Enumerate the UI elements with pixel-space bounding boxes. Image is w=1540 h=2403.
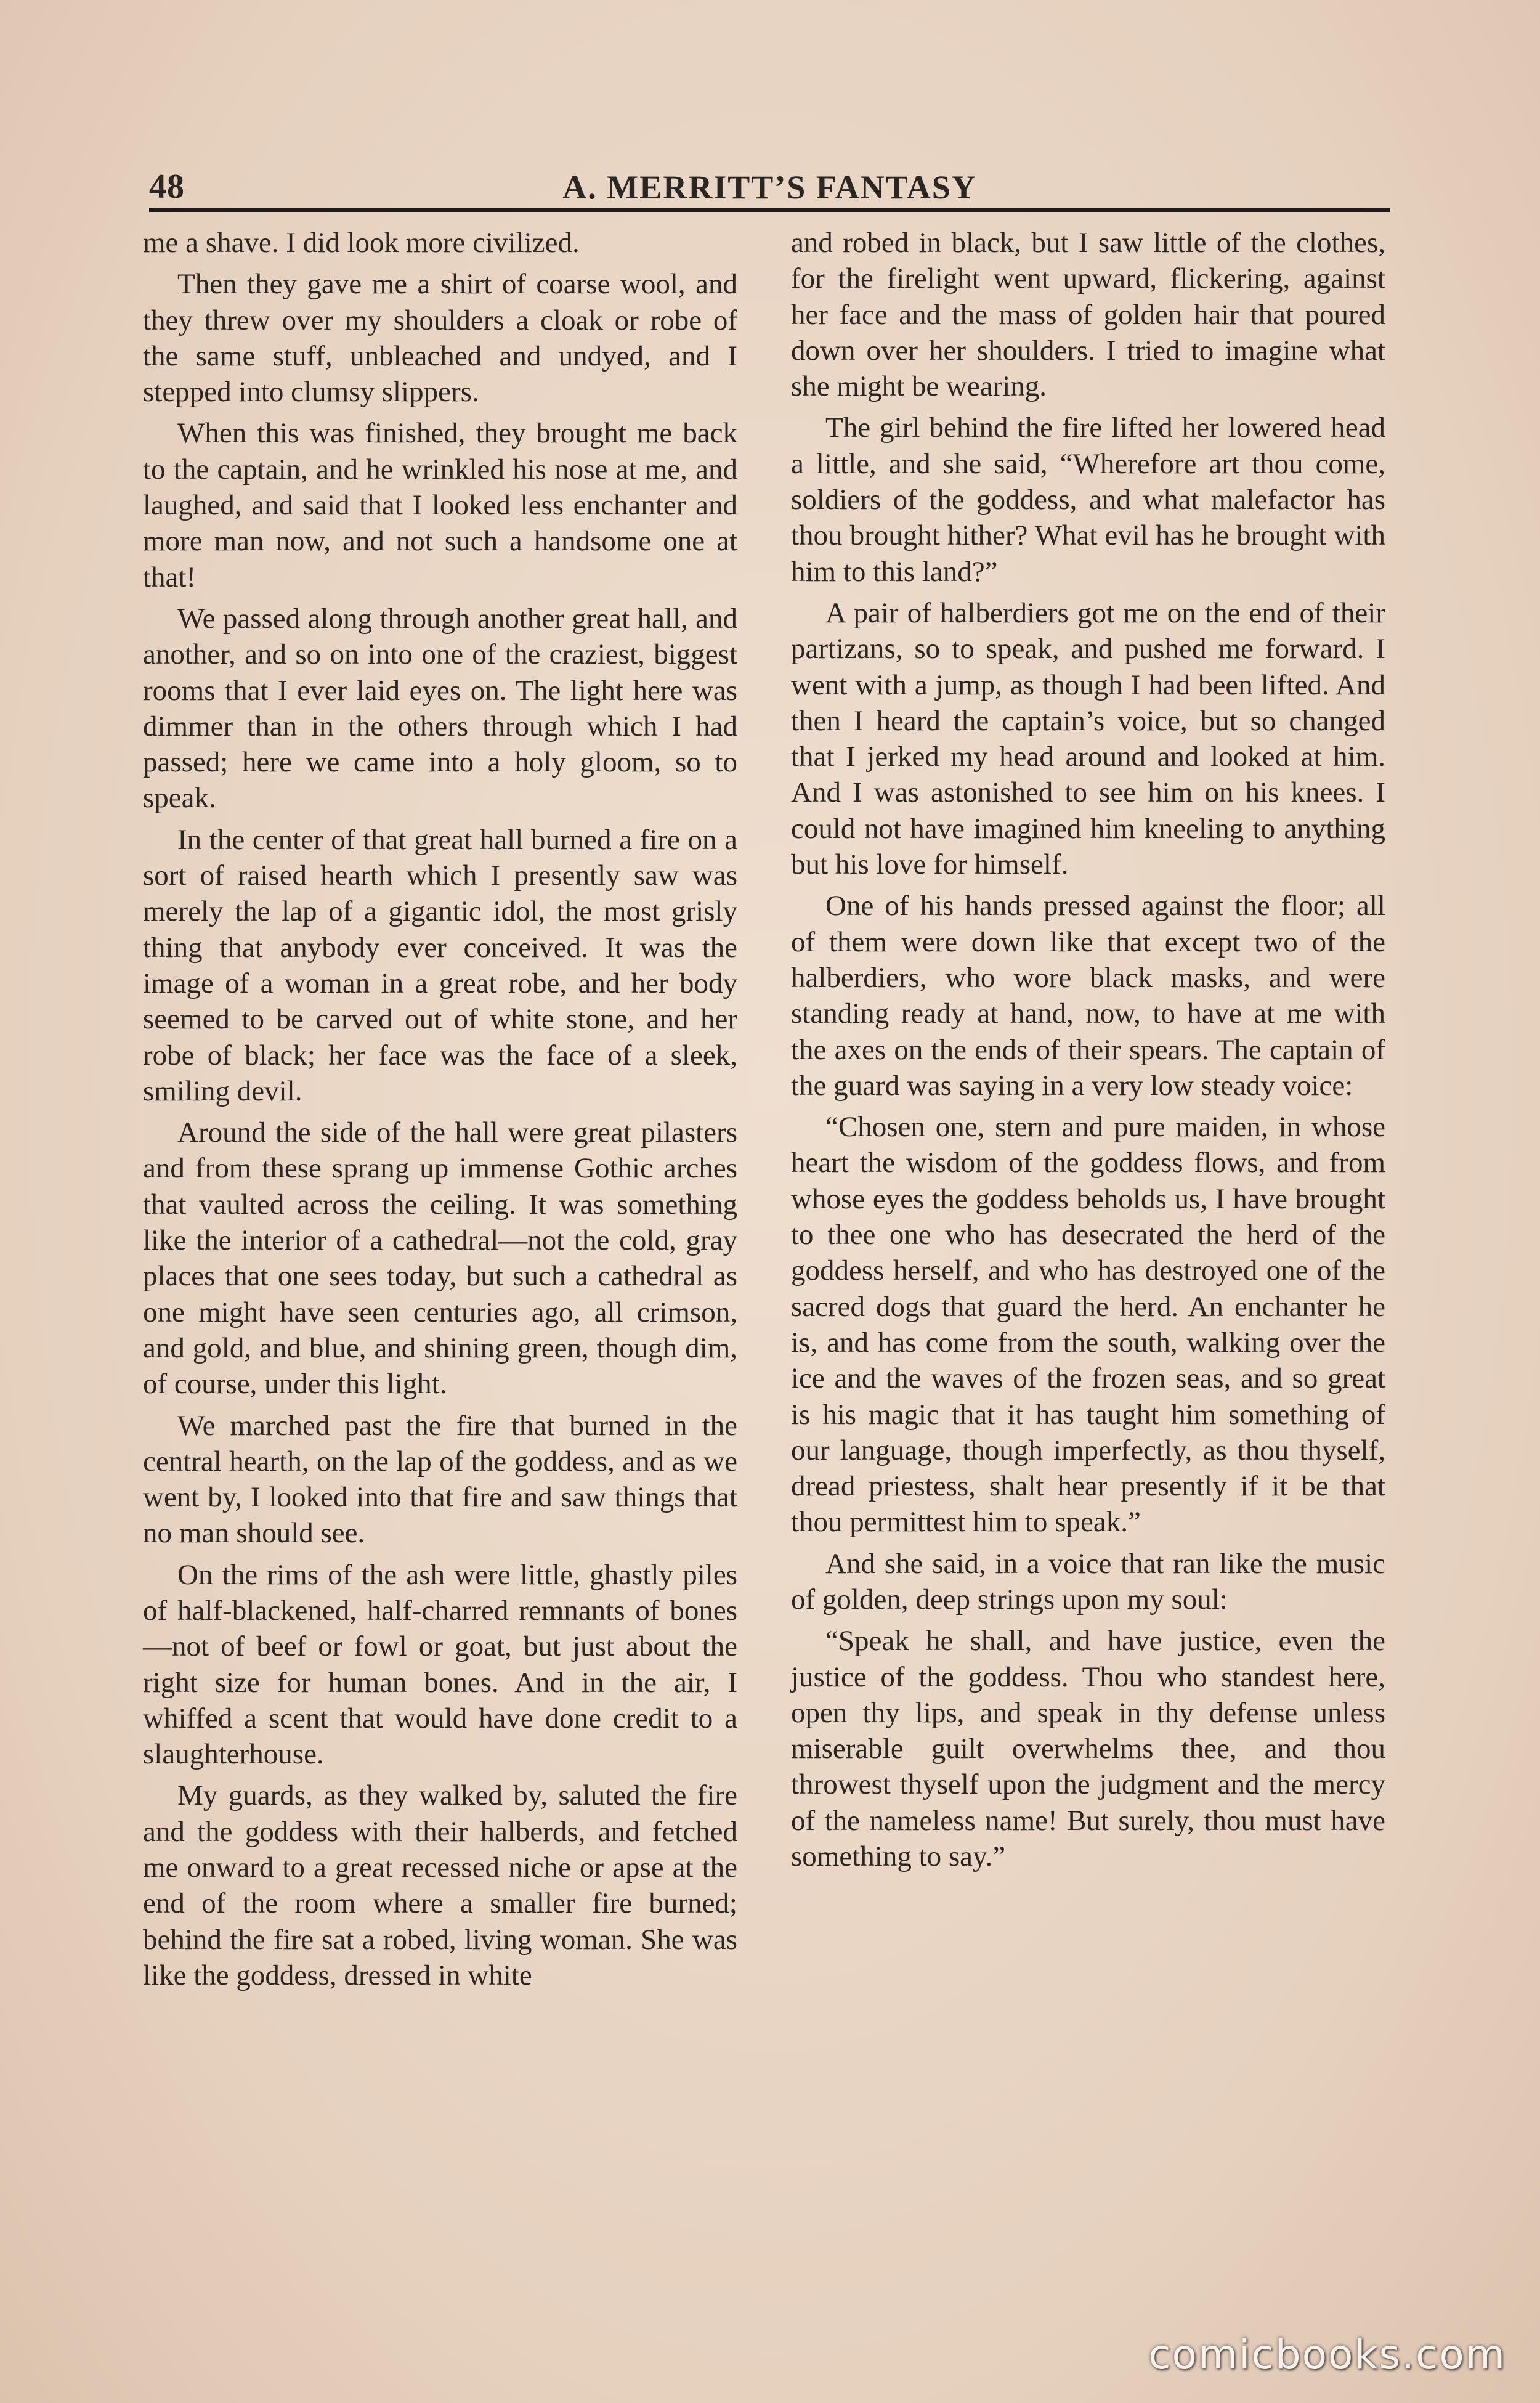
paragraph: One of his hands pressed against the floor; all of them were down like that except two of the halberdiers, who wore black masks, and were standing ready at hand, now, to have at me with the axes on the ends of their spears. The captain of the guard was saying in a very low steady voice:	[791, 890, 1385, 1102]
header-rule	[149, 208, 1390, 212]
right-column	[791, 225, 1385, 1880]
paragraph: The girl behind the fire lifted her lowered head a little, and she said, “Wherefore art thou come, soldiers of the goddess, and what malefactor has thou brought hither? What evil has he brought with him to this land?”	[791, 412, 1385, 588]
paragraph: me a shave. I did look more civilized.	[143, 227, 580, 259]
paragraph: “Speak he shall, and have justice, even the justice of the goddess. Thou who standest here, open thy lips, and speak in thy defense unless miserable guilt overwhelms thee, and thou throwest thyself upon the judgment and the mercy of the nameless name! But surely, thou must have something to say.”	[791, 1625, 1385, 1873]
paragraph: A pair of halberdiers got me on the end of their partizans, so to speak, and pushed me forward. I went with a jump, as though I had been lifted. And then I heard the captain’s voice, but so changed that I jerked my head around and looked at him. And I was astonished to see him on his knees. I could not have imagined him kneeling to anything but his love for himself.	[791, 596, 1385, 881]
paragraph: We passed along through another great hall, and another, and so on into one of the craziest, biggest rooms that I ever laid eyes on. The light here was dimmer than in the others through which I had passed; here we came into a holy gloom, so to speak.	[143, 602, 737, 815]
paragraph: When this was finished, they brought me back to the captain, and he wrinkled his nose at me, and laughed, and said that I looked less enchanter and more man now, and not such a handsome one at that!	[143, 417, 737, 593]
page-number: 48	[149, 168, 185, 206]
paragraph: On the rims of the ash were little, ghastly piles of half-blackened, half-charred remnants of bones—not of beef or fowl or goat, but just about the right size for human bones. And in the air, I whiffed a scent that would have done credit to a slaughterhouse.	[143, 1558, 737, 1771]
paragraph: We marched past the fire that burned in the central hearth, on the lap of the goddess, and as we went by, I looked into that fire and saw things that no man should see.	[143, 1409, 737, 1550]
paragraph: My guards, as they walked by, saluted the fire and the goddess with their halberds, and fetched me onward to a great recessed niche or apse at the end of the room where a smaller fire burned; behind the fire sat a robed, living woman. She was like the goddess, dressed in white	[143, 1779, 737, 1991]
paragraph: Then they gave me a shirt of coarse wool, and they threw over my shoulders a cloak or robe of the same stuff, unbleached and undyed, and I stepped into clumsy slippers.	[143, 268, 737, 409]
watermark: comicbooks.com	[1148, 2331, 1506, 2378]
running-title: A. MERRITT’S FANTASY	[562, 169, 977, 206]
paragraph: In the center of that great hall burned a fire on a sort of raised hearth which I presently saw was merely the lap of a gigantic idol, the most grisly thing that anybody ever conceived. It was the image of a woman in a great robe, and her body seemed to be carved out of white stone, and her robe of black; her face was the face of a sleek, smiling devil.	[143, 823, 737, 1107]
paragraph: And she said, in a voice that ran like the music of golden, deep strings upon my soul:	[791, 1547, 1385, 1616]
paragraph: “Chosen one, stern and pure maiden, in whose heart the wisdom of the goddess flows, and from whose eyes the goddess beholds us, I have brought to thee one who has desecrated the herd of the goddess herself, and who has destroyed one of the sacred dogs that guard the herd. An enchanter he is, and has come from the south, walking over the ice and the waves of the frozen seas, and so great is his magic that it has taught him something of our language, though imperfectly, as thou thyself, dread priestess, shalt hear presently if it be that thou permittest him to speak.”	[791, 1111, 1385, 1539]
page-header	[149, 157, 1390, 206]
paragraph: Around the side of the hall were great pilasters and from these sprang up immense Gothic arches that vaulted across the ceiling. It was something like the interior of a cathedral—not the cold, gray places that one sees today, but such a cathedral as one might have seen centuries ago, all crimson, and gold, and blue, and shining green, though dim, of course, under this light.	[143, 1116, 737, 1401]
paragraph: and robed in black, but I saw little of the clothes, for the firelight went upward, flickering, against her face and the mass of golden hair that poured down over her shoulders. I tried to imagine what she might be wearing.	[791, 227, 1385, 403]
left-column	[143, 225, 737, 1999]
